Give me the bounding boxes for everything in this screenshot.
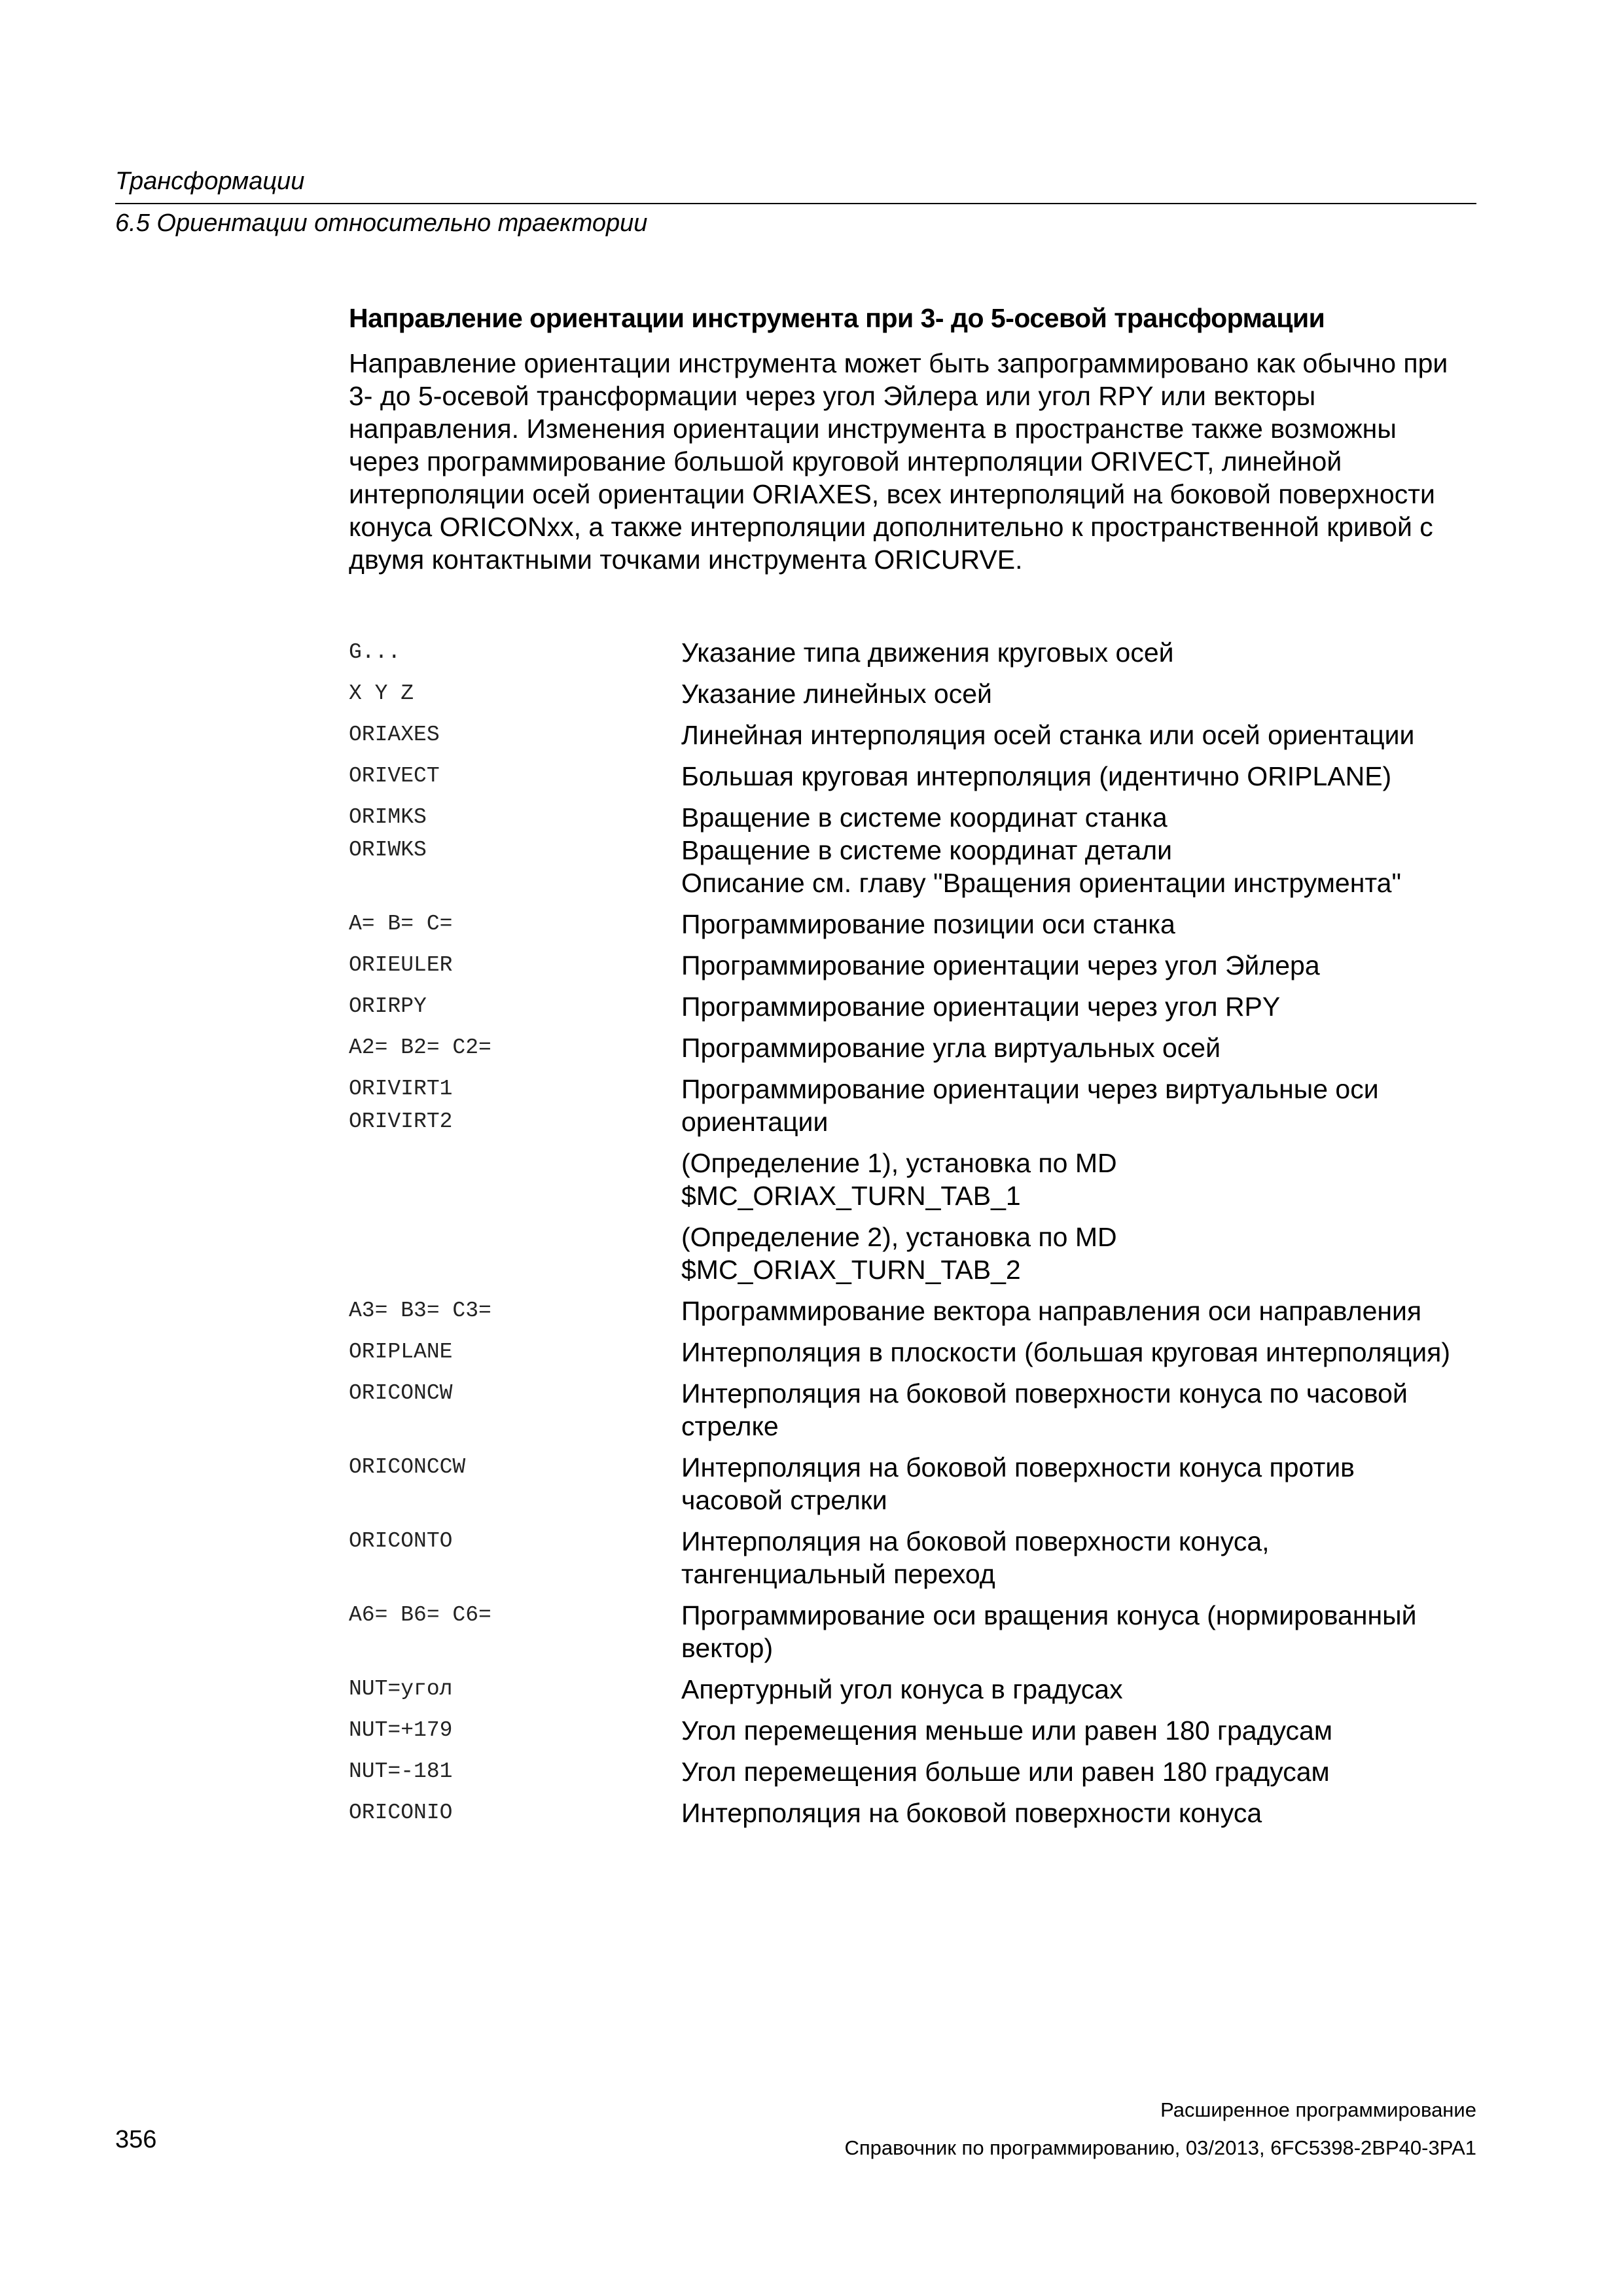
- command-row: [349, 1673, 1474, 1706]
- running-header: [115, 162, 1476, 242]
- command-codes: [349, 1755, 681, 1788]
- command-code: ORIEULER: [349, 953, 453, 977]
- command-code: ORIVIRT1: [349, 1077, 453, 1101]
- chapter-title: Трансформации: [115, 168, 305, 195]
- description-line: Программирование ориентации через виртуальные оси: [681, 1074, 1379, 1104]
- page-number: 356: [115, 2126, 157, 2153]
- description-line: $MC_ORIAX_TURN_TAB_1: [681, 1181, 1021, 1211]
- description-line: Указание линейных осей: [681, 679, 992, 709]
- description-line: Описание см. главу "Вращения ориентации инструмента": [681, 868, 1402, 898]
- command-row: [349, 1797, 1474, 1829]
- description-line: часовой стрелки: [681, 1485, 887, 1515]
- command-row: [349, 1073, 1474, 1286]
- command-row: [349, 949, 1474, 982]
- paragraph-line: двумя контактными точками инструмента ORICURVE.: [349, 545, 1023, 575]
- command-description: [681, 677, 1474, 710]
- command-codes: [349, 949, 681, 982]
- command-row: [349, 1599, 1474, 1664]
- footer-reference: Справочник по программированию, 03/2013, 6FC5398-2BP40-3PA1: [844, 2136, 1476, 2159]
- paragraph-line: Направление ориентации инструмента может быть запрограммировано как обычно при: [349, 348, 1448, 378]
- description-line: Интерполяция на боковой поверхности конуса против: [681, 1452, 1355, 1482]
- command-description: [681, 1377, 1474, 1443]
- command-description: [681, 636, 1474, 669]
- command-codes: [349, 908, 681, 941]
- description-line: Интерполяция на боковой поверхности конуса,: [681, 1526, 1270, 1556]
- command-row: [349, 1525, 1474, 1590]
- command-code: ORIMKS: [349, 805, 427, 829]
- command-code: ORIRPY: [349, 994, 427, 1018]
- description-line: Программирование оси вращения конуса (нормированный: [681, 1600, 1417, 1630]
- description-line: $MC_ORIAX_TURN_TAB_2: [681, 1255, 1021, 1285]
- command-row: [349, 719, 1474, 751]
- paragraph-line: направления. Изменения ориентации инструмента в пространстве также возможны: [349, 414, 1397, 444]
- command-code: ORIAXES: [349, 723, 440, 747]
- command-codes: [349, 1797, 681, 1829]
- description-line: Интерполяция в плоскости (большая круговая интерполяция): [681, 1337, 1450, 1367]
- command-codes: [349, 677, 681, 710]
- footer-book-title: Расширенное программирование: [1160, 2098, 1476, 2121]
- command-description: [681, 1031, 1474, 1064]
- command-code: A6= B6= C6=: [349, 1603, 491, 1627]
- section-reference: 6.5 Ориентации относительно траектории: [115, 209, 648, 237]
- command-codes: [349, 760, 681, 793]
- command-table: [349, 636, 1474, 1838]
- command-description: [681, 990, 1474, 1023]
- command-code: ORIWKS: [349, 838, 427, 862]
- command-row: [349, 908, 1474, 941]
- command-codes: [349, 1673, 681, 1706]
- command-row: [349, 1031, 1474, 1064]
- description-line: Вращение в системе координат станка: [681, 802, 1168, 833]
- description-line: Указание типа движения круговых осей: [681, 637, 1174, 668]
- command-description: [681, 1525, 1474, 1590]
- section-content: [349, 300, 1474, 576]
- command-description: [681, 949, 1474, 982]
- description-line: Программирование ориентации через угол Эйлера: [681, 950, 1320, 980]
- command-description: [681, 1714, 1474, 1747]
- command-codes: [349, 1525, 681, 1590]
- command-code: NUT=+179: [349, 1718, 453, 1742]
- command-code: NUT=угол: [349, 1677, 453, 1701]
- command-description: [681, 1797, 1474, 1829]
- command-code: ORIPLANE: [349, 1340, 453, 1364]
- description-line: Вращение в системе координат детали: [681, 835, 1173, 865]
- command-codes: [349, 636, 681, 669]
- command-codes: [349, 1031, 681, 1064]
- command-codes: [349, 1336, 681, 1369]
- description-line: тангенциальный переход: [681, 1559, 995, 1589]
- command-row: [349, 1451, 1474, 1516]
- paragraph-line: 3- до 5-осевой трансформации через угол Эйлера или угол RPY или векторы: [349, 381, 1316, 411]
- description-line: Угол перемещения меньше или равен 180 градусам: [681, 1715, 1333, 1746]
- command-row: [349, 1755, 1474, 1788]
- command-description: [681, 1599, 1474, 1664]
- command-code: ORIVECT: [349, 764, 440, 788]
- command-code: A= B= C=: [349, 912, 453, 936]
- command-code: A3= B3= C3=: [349, 1299, 491, 1323]
- command-description: [681, 908, 1474, 941]
- command-description: [681, 1451, 1474, 1516]
- command-row: [349, 990, 1474, 1023]
- command-codes: [349, 1073, 681, 1286]
- command-code: X Y Z: [349, 681, 414, 706]
- command-row: [349, 760, 1474, 793]
- description-line: Линейная интерполяция осей станка или осей ориентации: [681, 720, 1415, 750]
- command-codes: [349, 719, 681, 751]
- command-row: [349, 677, 1474, 710]
- command-codes: [349, 1451, 681, 1516]
- command-row: [349, 1714, 1474, 1747]
- command-description: [681, 719, 1474, 751]
- description-line: Большая круговая интерполяция (идентично ORIPLANE): [681, 761, 1392, 791]
- description-line: стрелке: [681, 1411, 779, 1441]
- command-description: [681, 1336, 1474, 1369]
- paragraph-line: через программирование большой круговой интерполяции ORIVECT, линейной: [349, 446, 1342, 476]
- command-description: [681, 1755, 1474, 1788]
- command-code: ORIVIRT2: [349, 1109, 453, 1134]
- command-description: [681, 1073, 1474, 1286]
- section-paragraph: [349, 347, 1474, 576]
- command-row: [349, 1336, 1474, 1369]
- command-description: [681, 801, 1474, 899]
- section-heading: Направление ориентации инструмента при 3- до 5-осевой трансформации: [349, 303, 1325, 333]
- description-line: ориентации: [681, 1107, 829, 1137]
- command-code: ORICONTO: [349, 1529, 453, 1553]
- description-line: Апертурный угол конуса в градусах: [681, 1674, 1123, 1704]
- description-line: Программирование вектора направления оси направления: [681, 1296, 1422, 1326]
- command-row: [349, 801, 1474, 899]
- command-row: [349, 1377, 1474, 1443]
- command-row: [349, 636, 1474, 669]
- command-codes: [349, 1599, 681, 1664]
- description-line: Программирование позиции оси станка: [681, 909, 1175, 939]
- command-code: A2= B2= C2=: [349, 1035, 491, 1060]
- description-line: (Определение 1), установка по MD: [681, 1148, 1117, 1178]
- command-codes: [349, 1714, 681, 1747]
- command-description: [681, 1673, 1474, 1706]
- command-row: [349, 1295, 1474, 1327]
- command-code: ORICONCCW: [349, 1455, 466, 1479]
- command-code: G...: [349, 640, 401, 664]
- command-code: NUT=-181: [349, 1759, 453, 1784]
- header-rule: [115, 203, 1476, 204]
- command-code: ORICONIO: [349, 1801, 453, 1825]
- command-codes: [349, 990, 681, 1023]
- description-line: Программирование ориентации через угол RPY: [681, 992, 1281, 1022]
- description-line: Угол перемещения больше или равен 180 градусам: [681, 1757, 1330, 1787]
- description-line: Интерполяция на боковой поверхности конуса по часовой: [681, 1378, 1408, 1408]
- description-line: Интерполяция на боковой поверхности конуса: [681, 1798, 1262, 1828]
- command-description: [681, 1295, 1474, 1327]
- paragraph-line: конуса ORICONxx, а также интерполяции дополнительно к пространственной кривой с: [349, 512, 1433, 542]
- description-line: (Определение 2), установка по MD: [681, 1222, 1117, 1252]
- command-codes: [349, 1377, 681, 1443]
- command-codes: [349, 1295, 681, 1327]
- command-codes: [349, 801, 681, 899]
- command-description: [681, 760, 1474, 793]
- paragraph-line: интерполяции осей ориентации ORIAXES, всех интерполяций на боковой поверхности: [349, 479, 1435, 509]
- description-line: Программирование угла виртуальных осей: [681, 1033, 1221, 1063]
- description-line: вектор): [681, 1633, 774, 1663]
- command-code: ORICONCW: [349, 1381, 453, 1405]
